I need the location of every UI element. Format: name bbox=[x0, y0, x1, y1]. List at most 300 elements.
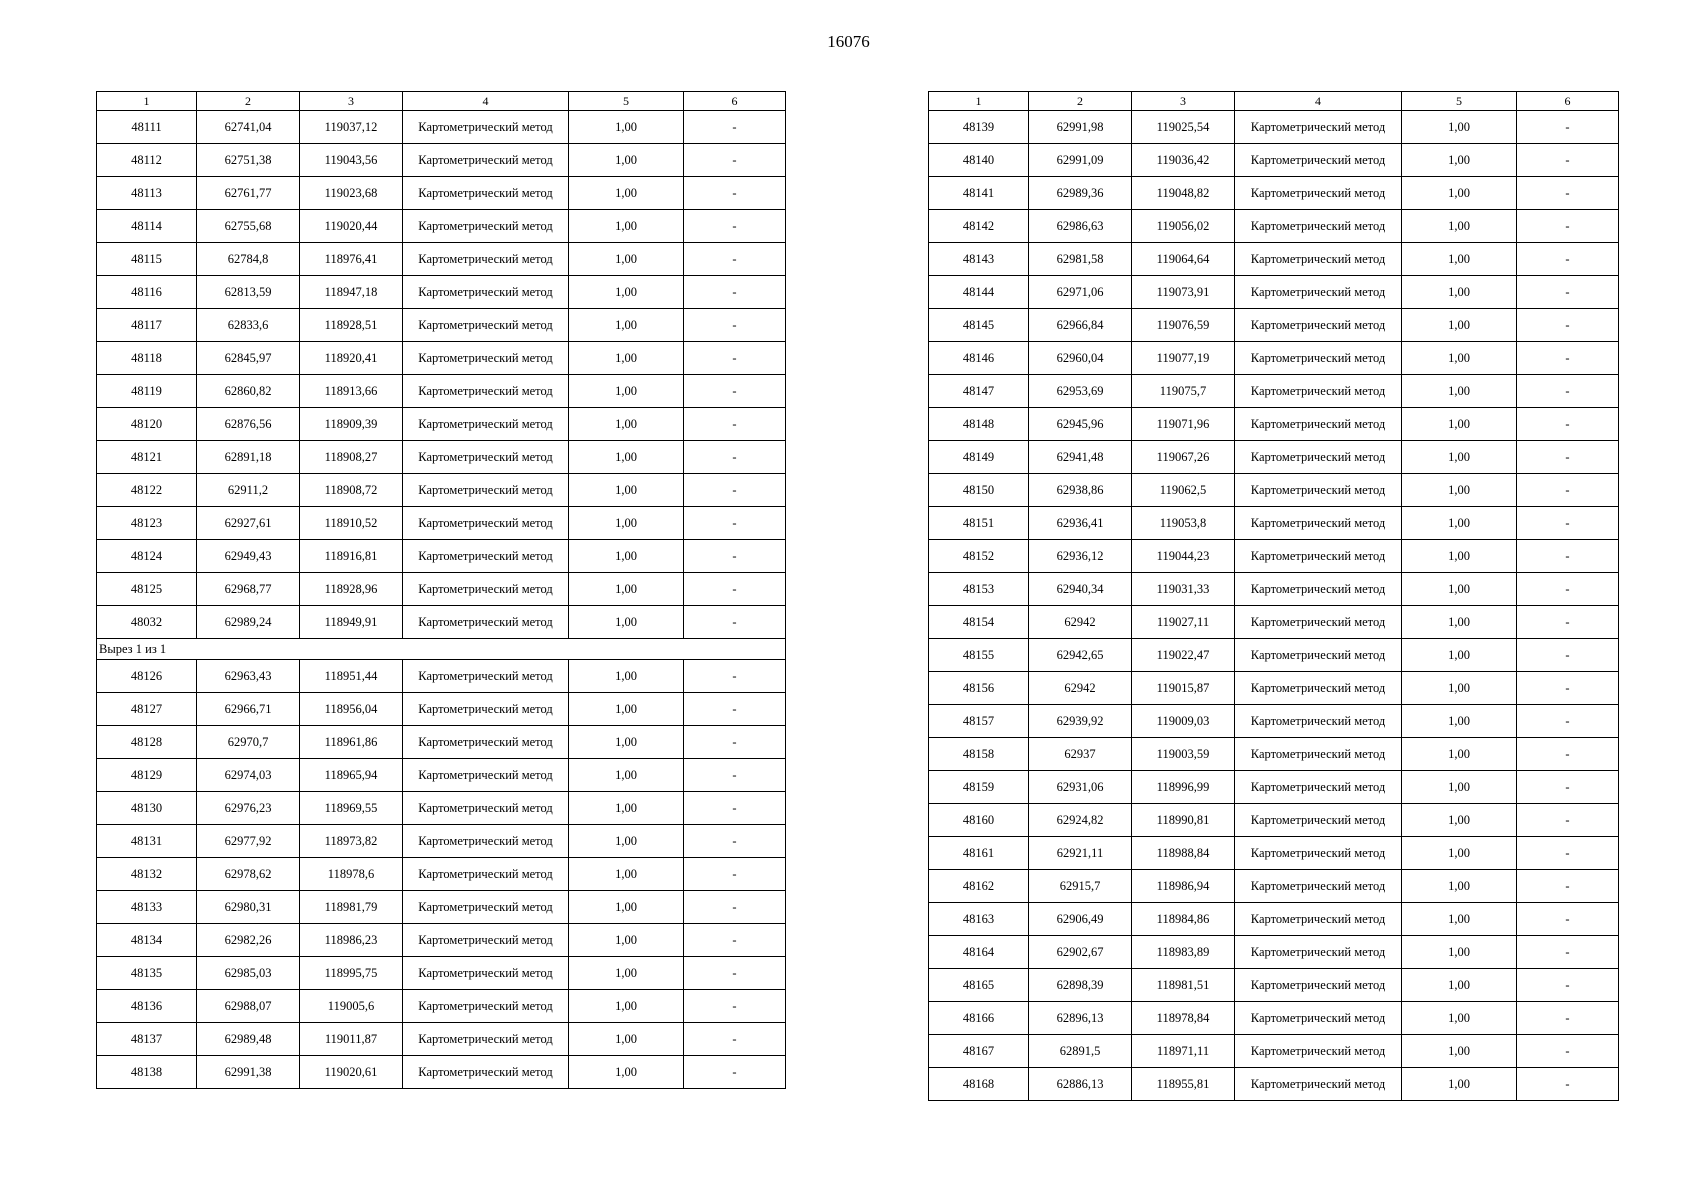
accuracy-cell: 1,00 bbox=[1402, 342, 1517, 375]
point-number-cell: 48128 bbox=[97, 726, 197, 759]
description-cell: - bbox=[1517, 1068, 1619, 1101]
point-number-cell: 48120 bbox=[97, 408, 197, 441]
description-cell: - bbox=[684, 693, 786, 726]
y-coordinate-cell: 118996,99 bbox=[1132, 771, 1235, 804]
x-coordinate-cell: 62936,41 bbox=[1029, 507, 1132, 540]
point-number-cell: 48139 bbox=[929, 111, 1029, 144]
point-number-cell: 48159 bbox=[929, 771, 1029, 804]
accuracy-cell: 1,00 bbox=[1402, 804, 1517, 837]
method-cell: Картометрический метод bbox=[1235, 474, 1402, 507]
method-cell: Картометрический метод bbox=[403, 693, 569, 726]
description-cell: - bbox=[684, 276, 786, 309]
x-coordinate-cell: 62942,65 bbox=[1029, 639, 1132, 672]
method-cell: Картометрический метод bbox=[403, 177, 569, 210]
y-coordinate-cell: 119056,02 bbox=[1132, 210, 1235, 243]
method-cell: Картометрический метод bbox=[403, 309, 569, 342]
y-coordinate-cell: 118910,52 bbox=[300, 507, 403, 540]
method-cell: Картометрический метод bbox=[403, 990, 569, 1023]
point-number-cell: 48165 bbox=[929, 969, 1029, 1002]
table-row bbox=[929, 606, 1619, 639]
point-number-cell: 48141 bbox=[929, 177, 1029, 210]
method-cell: Картометрический метод bbox=[1235, 342, 1402, 375]
point-number-cell: 48151 bbox=[929, 507, 1029, 540]
description-cell: - bbox=[1517, 441, 1619, 474]
y-coordinate-cell: 118947,18 bbox=[300, 276, 403, 309]
y-coordinate-cell: 119075,7 bbox=[1132, 375, 1235, 408]
x-coordinate-cell: 62931,06 bbox=[1029, 771, 1132, 804]
description-cell: - bbox=[684, 309, 786, 342]
column-header-5: 5 bbox=[569, 92, 684, 111]
method-cell: Картометрический метод bbox=[1235, 870, 1402, 903]
x-coordinate-cell: 62971,06 bbox=[1029, 276, 1132, 309]
description-cell: - bbox=[1517, 606, 1619, 639]
table-row bbox=[97, 342, 786, 375]
method-cell: Картометрический метод bbox=[403, 573, 569, 606]
column-header-1: 1 bbox=[929, 92, 1029, 111]
accuracy-cell: 1,00 bbox=[1402, 243, 1517, 276]
accuracy-cell: 1,00 bbox=[1402, 1002, 1517, 1035]
column-header-2: 2 bbox=[197, 92, 300, 111]
description-cell: - bbox=[1517, 1002, 1619, 1035]
y-coordinate-cell: 118913,66 bbox=[300, 375, 403, 408]
accuracy-cell: 1,00 bbox=[569, 540, 684, 573]
point-number-cell: 48144 bbox=[929, 276, 1029, 309]
method-cell: Картометрический метод bbox=[1235, 1002, 1402, 1035]
method-cell: Картометрический метод bbox=[403, 342, 569, 375]
accuracy-cell: 1,00 bbox=[569, 342, 684, 375]
point-number-cell: 48158 bbox=[929, 738, 1029, 771]
description-cell: - bbox=[1517, 540, 1619, 573]
point-number-cell: 48140 bbox=[929, 144, 1029, 177]
table-row bbox=[929, 672, 1619, 705]
table-row bbox=[97, 243, 786, 276]
x-coordinate-cell: 62989,48 bbox=[197, 1023, 300, 1056]
point-number-cell: 48149 bbox=[929, 441, 1029, 474]
table-row bbox=[97, 408, 786, 441]
y-coordinate-cell: 119071,96 bbox=[1132, 408, 1235, 441]
y-coordinate-cell: 118956,04 bbox=[300, 693, 403, 726]
table-row bbox=[929, 507, 1619, 540]
y-coordinate-cell: 118951,44 bbox=[300, 660, 403, 693]
x-coordinate-cell: 62915,7 bbox=[1029, 870, 1132, 903]
point-number-cell: 48117 bbox=[97, 309, 197, 342]
y-coordinate-cell: 118969,55 bbox=[300, 792, 403, 825]
method-cell: Картометрический метод bbox=[403, 144, 569, 177]
accuracy-cell: 1,00 bbox=[1402, 408, 1517, 441]
accuracy-cell: 1,00 bbox=[569, 441, 684, 474]
x-coordinate-cell: 62902,67 bbox=[1029, 936, 1132, 969]
y-coordinate-cell: 118988,84 bbox=[1132, 837, 1235, 870]
method-cell: Картометрический метод bbox=[1235, 606, 1402, 639]
description-cell: - bbox=[1517, 804, 1619, 837]
description-cell: - bbox=[1517, 507, 1619, 540]
x-coordinate-cell: 62833,6 bbox=[197, 309, 300, 342]
description-cell: - bbox=[684, 891, 786, 924]
accuracy-cell: 1,00 bbox=[1402, 309, 1517, 342]
y-coordinate-cell: 119053,8 bbox=[1132, 507, 1235, 540]
description-cell: - bbox=[684, 792, 786, 825]
x-coordinate-cell: 62945,96 bbox=[1029, 408, 1132, 441]
method-cell: Картометрический метод bbox=[1235, 540, 1402, 573]
accuracy-cell: 1,00 bbox=[1402, 573, 1517, 606]
x-coordinate-cell: 62991,98 bbox=[1029, 111, 1132, 144]
y-coordinate-cell: 118955,81 bbox=[1132, 1068, 1235, 1101]
point-number-cell: 48133 bbox=[97, 891, 197, 924]
y-coordinate-cell: 118978,6 bbox=[300, 858, 403, 891]
accuracy-cell: 1,00 bbox=[1402, 705, 1517, 738]
description-cell: - bbox=[684, 990, 786, 1023]
y-coordinate-cell: 118976,41 bbox=[300, 243, 403, 276]
point-number-cell: 48113 bbox=[97, 177, 197, 210]
accuracy-cell: 1,00 bbox=[569, 408, 684, 441]
point-number-cell: 48125 bbox=[97, 573, 197, 606]
point-number-cell: 48146 bbox=[929, 342, 1029, 375]
method-cell: Картометрический метод bbox=[403, 1023, 569, 1056]
description-cell: - bbox=[1517, 969, 1619, 1002]
point-number-cell: 48135 bbox=[97, 957, 197, 990]
y-coordinate-cell: 118983,89 bbox=[1132, 936, 1235, 969]
table-row bbox=[97, 990, 786, 1023]
y-coordinate-cell: 119009,03 bbox=[1132, 705, 1235, 738]
description-cell: - bbox=[1517, 639, 1619, 672]
y-coordinate-cell: 118961,86 bbox=[300, 726, 403, 759]
description-cell: - bbox=[1517, 474, 1619, 507]
coordinates-table-right bbox=[928, 91, 1619, 1101]
method-cell: Картометрический метод bbox=[1235, 1035, 1402, 1068]
accuracy-cell: 1,00 bbox=[569, 309, 684, 342]
method-cell: Картометрический метод bbox=[403, 660, 569, 693]
method-cell: Картометрический метод bbox=[1235, 210, 1402, 243]
accuracy-cell: 1,00 bbox=[1402, 606, 1517, 639]
description-cell: - bbox=[684, 957, 786, 990]
x-coordinate-cell: 62953,69 bbox=[1029, 375, 1132, 408]
y-coordinate-cell: 119025,54 bbox=[1132, 111, 1235, 144]
y-coordinate-cell: 119031,33 bbox=[1132, 573, 1235, 606]
x-coordinate-cell: 62988,07 bbox=[197, 990, 300, 1023]
x-coordinate-cell: 62927,61 bbox=[197, 507, 300, 540]
accuracy-cell: 1,00 bbox=[1402, 441, 1517, 474]
table-row bbox=[97, 507, 786, 540]
y-coordinate-cell: 119005,6 bbox=[300, 990, 403, 1023]
method-cell: Картометрический метод bbox=[1235, 903, 1402, 936]
method-cell: Картометрический метод bbox=[1235, 771, 1402, 804]
accuracy-cell: 1,00 bbox=[569, 957, 684, 990]
y-coordinate-cell: 118986,23 bbox=[300, 924, 403, 957]
method-cell: Картометрический метод bbox=[403, 726, 569, 759]
section-label: Вырез 1 из 1 bbox=[97, 639, 786, 660]
description-cell: - bbox=[684, 573, 786, 606]
y-coordinate-cell: 119023,68 bbox=[300, 177, 403, 210]
point-number-cell: 48142 bbox=[929, 210, 1029, 243]
x-coordinate-cell: 62937 bbox=[1029, 738, 1132, 771]
point-number-cell: 48160 bbox=[929, 804, 1029, 837]
table-row bbox=[97, 606, 786, 639]
table-row bbox=[929, 144, 1619, 177]
description-cell: - bbox=[684, 111, 786, 144]
x-coordinate-cell: 62891,5 bbox=[1029, 1035, 1132, 1068]
header-row bbox=[929, 92, 1619, 111]
description-cell: - bbox=[684, 507, 786, 540]
x-coordinate-cell: 62941,48 bbox=[1029, 441, 1132, 474]
table-row bbox=[97, 375, 786, 408]
description-cell: - bbox=[1517, 1035, 1619, 1068]
table-row bbox=[929, 738, 1619, 771]
accuracy-cell: 1,00 bbox=[1402, 936, 1517, 969]
x-coordinate-cell: 62978,62 bbox=[197, 858, 300, 891]
method-cell: Картометрический метод bbox=[1235, 309, 1402, 342]
method-cell: Картометрический метод bbox=[1235, 177, 1402, 210]
x-coordinate-cell: 62813,59 bbox=[197, 276, 300, 309]
method-cell: Картометрический метод bbox=[403, 243, 569, 276]
method-cell: Картометрический метод bbox=[1235, 507, 1402, 540]
table-row bbox=[929, 243, 1619, 276]
method-cell: Картометрический метод bbox=[1235, 573, 1402, 606]
x-coordinate-cell: 62991,38 bbox=[197, 1056, 300, 1089]
description-cell: - bbox=[684, 144, 786, 177]
y-coordinate-cell: 119044,23 bbox=[1132, 540, 1235, 573]
method-cell: Картометрический метод bbox=[403, 825, 569, 858]
y-coordinate-cell: 119020,44 bbox=[300, 210, 403, 243]
description-cell: - bbox=[684, 825, 786, 858]
point-number-cell: 48161 bbox=[929, 837, 1029, 870]
table-row bbox=[929, 771, 1619, 804]
header-row bbox=[97, 92, 786, 111]
y-coordinate-cell: 118928,51 bbox=[300, 309, 403, 342]
accuracy-cell: 1,00 bbox=[569, 660, 684, 693]
table-row bbox=[929, 1002, 1619, 1035]
point-number-cell: 48166 bbox=[929, 1002, 1029, 1035]
y-coordinate-cell: 119067,26 bbox=[1132, 441, 1235, 474]
accuracy-cell: 1,00 bbox=[1402, 144, 1517, 177]
table-row bbox=[929, 540, 1619, 573]
point-number-cell: 48032 bbox=[97, 606, 197, 639]
method-cell: Картометрический метод bbox=[403, 474, 569, 507]
description-cell: - bbox=[1517, 276, 1619, 309]
point-number-cell: 48152 bbox=[929, 540, 1029, 573]
y-coordinate-cell: 118908,72 bbox=[300, 474, 403, 507]
method-cell: Картометрический метод bbox=[403, 1056, 569, 1089]
accuracy-cell: 1,00 bbox=[1402, 837, 1517, 870]
y-coordinate-cell: 119036,42 bbox=[1132, 144, 1235, 177]
method-cell: Картометрический метод bbox=[1235, 804, 1402, 837]
y-coordinate-cell: 119011,87 bbox=[300, 1023, 403, 1056]
description-cell: - bbox=[1517, 243, 1619, 276]
description-cell: - bbox=[1517, 705, 1619, 738]
description-cell: - bbox=[684, 540, 786, 573]
method-cell: Картометрический метод bbox=[403, 759, 569, 792]
accuracy-cell: 1,00 bbox=[1402, 870, 1517, 903]
accuracy-cell: 1,00 bbox=[569, 177, 684, 210]
point-number-cell: 48118 bbox=[97, 342, 197, 375]
description-cell: - bbox=[1517, 144, 1619, 177]
description-cell: - bbox=[684, 660, 786, 693]
description-cell: - bbox=[1517, 408, 1619, 441]
x-coordinate-cell: 62977,92 bbox=[197, 825, 300, 858]
table-row bbox=[929, 639, 1619, 672]
x-coordinate-cell: 62986,63 bbox=[1029, 210, 1132, 243]
x-coordinate-cell: 62906,49 bbox=[1029, 903, 1132, 936]
method-cell: Картометрический метод bbox=[1235, 936, 1402, 969]
x-coordinate-cell: 62755,68 bbox=[197, 210, 300, 243]
table-row bbox=[929, 408, 1619, 441]
point-number-cell: 48136 bbox=[97, 990, 197, 1023]
table-row bbox=[929, 441, 1619, 474]
y-coordinate-cell: 118978,84 bbox=[1132, 1002, 1235, 1035]
accuracy-cell: 1,00 bbox=[1402, 474, 1517, 507]
method-cell: Картометрический метод bbox=[1235, 837, 1402, 870]
x-coordinate-cell: 62886,13 bbox=[1029, 1068, 1132, 1101]
point-number-cell: 48164 bbox=[929, 936, 1029, 969]
table-row bbox=[929, 870, 1619, 903]
table-row bbox=[929, 573, 1619, 606]
accuracy-cell: 1,00 bbox=[1402, 111, 1517, 144]
column-header-3: 3 bbox=[1132, 92, 1235, 111]
description-cell: - bbox=[1517, 210, 1619, 243]
description-cell: - bbox=[684, 606, 786, 639]
x-coordinate-cell: 62966,84 bbox=[1029, 309, 1132, 342]
x-coordinate-cell: 62974,03 bbox=[197, 759, 300, 792]
description-cell: - bbox=[684, 342, 786, 375]
accuracy-cell: 1,00 bbox=[569, 243, 684, 276]
point-number-cell: 48147 bbox=[929, 375, 1029, 408]
accuracy-cell: 1,00 bbox=[1402, 276, 1517, 309]
accuracy-cell: 1,00 bbox=[1402, 639, 1517, 672]
description-cell: - bbox=[684, 924, 786, 957]
table-row bbox=[97, 792, 786, 825]
table-row bbox=[97, 111, 786, 144]
method-cell: Картометрический метод bbox=[403, 441, 569, 474]
point-number-cell: 48115 bbox=[97, 243, 197, 276]
table-row bbox=[929, 969, 1619, 1002]
table-row bbox=[97, 726, 786, 759]
method-cell: Картометрический метод bbox=[1235, 441, 1402, 474]
point-number-cell: 48111 bbox=[97, 111, 197, 144]
point-number-cell: 48154 bbox=[929, 606, 1029, 639]
method-cell: Картометрический метод bbox=[403, 540, 569, 573]
table-row bbox=[97, 276, 786, 309]
description-cell: - bbox=[684, 726, 786, 759]
method-cell: Картометрический метод bbox=[403, 606, 569, 639]
table-row bbox=[97, 1056, 786, 1089]
table-row bbox=[97, 1023, 786, 1056]
description-cell: - bbox=[684, 858, 786, 891]
column-header-3: 3 bbox=[300, 92, 403, 111]
table-row bbox=[929, 936, 1619, 969]
x-coordinate-cell: 62991,09 bbox=[1029, 144, 1132, 177]
table-row bbox=[929, 342, 1619, 375]
accuracy-cell: 1,00 bbox=[1402, 375, 1517, 408]
x-coordinate-cell: 62891,18 bbox=[197, 441, 300, 474]
table-row bbox=[97, 759, 786, 792]
method-cell: Картометрический метод bbox=[1235, 276, 1402, 309]
point-number-cell: 48162 bbox=[929, 870, 1029, 903]
accuracy-cell: 1,00 bbox=[569, 606, 684, 639]
description-cell: - bbox=[1517, 111, 1619, 144]
method-cell: Картометрический метод bbox=[1235, 969, 1402, 1002]
description-cell: - bbox=[684, 408, 786, 441]
point-number-cell: 48163 bbox=[929, 903, 1029, 936]
table-row bbox=[97, 540, 786, 573]
x-coordinate-cell: 62940,34 bbox=[1029, 573, 1132, 606]
y-coordinate-cell: 119077,19 bbox=[1132, 342, 1235, 375]
description-cell: - bbox=[1517, 573, 1619, 606]
method-cell: Картометрический метод bbox=[1235, 375, 1402, 408]
y-coordinate-cell: 119015,87 bbox=[1132, 672, 1235, 705]
y-coordinate-cell: 119027,11 bbox=[1132, 606, 1235, 639]
x-coordinate-cell: 62845,97 bbox=[197, 342, 300, 375]
accuracy-cell: 1,00 bbox=[1402, 507, 1517, 540]
x-coordinate-cell: 62898,39 bbox=[1029, 969, 1132, 1002]
y-coordinate-cell: 118916,81 bbox=[300, 540, 403, 573]
x-coordinate-cell: 62939,92 bbox=[1029, 705, 1132, 738]
table-row bbox=[929, 210, 1619, 243]
table-row bbox=[97, 474, 786, 507]
column-header-4: 4 bbox=[403, 92, 569, 111]
x-coordinate-cell: 62966,71 bbox=[197, 693, 300, 726]
description-cell: - bbox=[1517, 375, 1619, 408]
y-coordinate-cell: 119048,82 bbox=[1132, 177, 1235, 210]
table-row bbox=[97, 177, 786, 210]
x-coordinate-cell: 62751,38 bbox=[197, 144, 300, 177]
table-row bbox=[929, 903, 1619, 936]
point-number-cell: 48112 bbox=[97, 144, 197, 177]
point-number-cell: 48129 bbox=[97, 759, 197, 792]
column-header-6: 6 bbox=[684, 92, 786, 111]
point-number-cell: 48121 bbox=[97, 441, 197, 474]
accuracy-cell: 1,00 bbox=[569, 825, 684, 858]
y-coordinate-cell: 118995,75 bbox=[300, 957, 403, 990]
description-cell: - bbox=[1517, 309, 1619, 342]
y-coordinate-cell: 118984,86 bbox=[1132, 903, 1235, 936]
point-number-cell: 48124 bbox=[97, 540, 197, 573]
y-coordinate-cell: 119020,61 bbox=[300, 1056, 403, 1089]
description-cell: - bbox=[684, 759, 786, 792]
point-number-cell: 48134 bbox=[97, 924, 197, 957]
table-row bbox=[97, 309, 786, 342]
point-number-cell: 48122 bbox=[97, 474, 197, 507]
table-row bbox=[97, 693, 786, 726]
method-cell: Картометрический метод bbox=[1235, 243, 1402, 276]
y-coordinate-cell: 118981,51 bbox=[1132, 969, 1235, 1002]
y-coordinate-cell: 119037,12 bbox=[300, 111, 403, 144]
accuracy-cell: 1,00 bbox=[1402, 1068, 1517, 1101]
y-coordinate-cell: 118928,96 bbox=[300, 573, 403, 606]
x-coordinate-cell: 62968,77 bbox=[197, 573, 300, 606]
point-number-cell: 48145 bbox=[929, 309, 1029, 342]
accuracy-cell: 1,00 bbox=[569, 210, 684, 243]
table-row bbox=[97, 441, 786, 474]
method-cell: Картометрический метод bbox=[1235, 705, 1402, 738]
table-row bbox=[929, 804, 1619, 837]
method-cell: Картометрический метод bbox=[403, 507, 569, 540]
x-coordinate-cell: 62989,36 bbox=[1029, 177, 1132, 210]
description-cell: - bbox=[684, 474, 786, 507]
accuracy-cell: 1,00 bbox=[1402, 903, 1517, 936]
point-number-cell: 48132 bbox=[97, 858, 197, 891]
y-coordinate-cell: 118971,11 bbox=[1132, 1035, 1235, 1068]
point-number-cell: 48114 bbox=[97, 210, 197, 243]
method-cell: Картометрический метод bbox=[403, 210, 569, 243]
description-cell: - bbox=[1517, 177, 1619, 210]
point-number-cell: 48127 bbox=[97, 693, 197, 726]
method-cell: Картометрический метод bbox=[1235, 408, 1402, 441]
table-row bbox=[929, 177, 1619, 210]
point-number-cell: 48123 bbox=[97, 507, 197, 540]
accuracy-cell: 1,00 bbox=[569, 1056, 684, 1089]
table-row bbox=[929, 111, 1619, 144]
point-number-cell: 48143 bbox=[929, 243, 1029, 276]
x-coordinate-cell: 62761,77 bbox=[197, 177, 300, 210]
